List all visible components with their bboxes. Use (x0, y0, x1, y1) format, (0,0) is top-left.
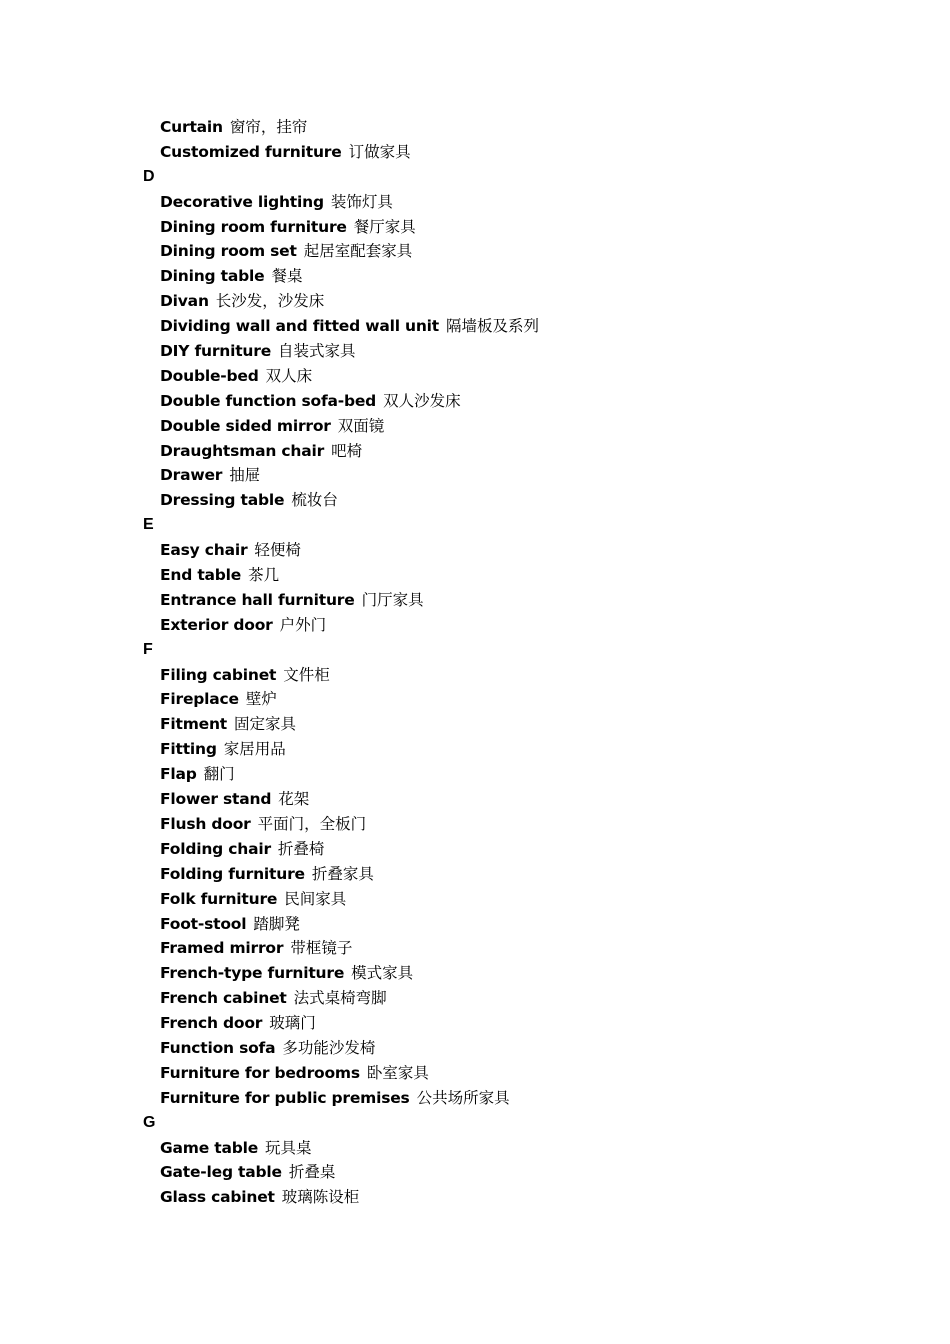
entry-term: Dividing wall and fitted wall unit (160, 317, 439, 336)
entry-term: Folding chair (160, 839, 271, 858)
glossary-entry (0, 812, 950, 837)
entry-translation: 玻璃门 (269, 1014, 316, 1033)
entry-term: Double function sofa-bed (160, 391, 377, 410)
entry-translation: 折叠桌 (288, 1163, 336, 1182)
entry-term: Fitting (160, 740, 217, 759)
entry-translation: 折叠家具 (311, 864, 374, 883)
glossary-entry (0, 264, 950, 289)
entry-translation: 梳妆台 (291, 491, 338, 510)
entry-term: Foot-stool (160, 914, 247, 933)
entry-term: Dining room set (160, 242, 297, 261)
glossary-entry (0, 414, 950, 439)
entry-term: Filing cabinet (160, 665, 277, 684)
entry-translation: 餐桌 (271, 267, 303, 286)
glossary-entry (0, 115, 950, 140)
glossary-entry (0, 712, 950, 737)
section-letter: G (143, 1113, 156, 1131)
entry-term: Folk furniture (160, 889, 278, 908)
glossary-entry (0, 239, 950, 264)
entry-translation: 花架 (278, 790, 310, 809)
glossary-entry (0, 936, 950, 961)
glossary-entry (0, 1061, 950, 1086)
entry-term: Flower stand (160, 790, 272, 809)
entry-translation: 订做家具 (348, 142, 411, 161)
entry-term: Double-bed (160, 366, 259, 385)
entry-term: Exterior door (160, 615, 273, 634)
glossary-entry (0, 961, 950, 986)
glossary-entry (0, 787, 950, 812)
entry-translation: 文件柜 (283, 665, 330, 684)
entry-translation: 折叠椅 (277, 839, 325, 858)
entry-translation: 家居用品 (223, 740, 286, 759)
entry-translation: 装饰灯具 (330, 192, 393, 211)
entry-translation: 卧室家具 (366, 1063, 429, 1082)
entry-term: Furniture for public premises (160, 1088, 410, 1107)
glossary-entry (0, 663, 950, 688)
entry-translation: 门厅家具 (361, 590, 424, 609)
entry-term: Dressing table (160, 491, 285, 510)
entry-term: End table (160, 566, 242, 585)
glossary-entry (0, 862, 950, 887)
entry-term: Draughtsman chair (160, 441, 325, 460)
entry-translation: 固定家具 (234, 715, 297, 734)
entry-translation: 模式家具 (351, 964, 414, 983)
entry-term: Entrance hall furniture (160, 590, 355, 609)
entry-term: French-type furniture (160, 964, 345, 983)
glossary-page (0, 115, 950, 1210)
glossary-entry (0, 538, 950, 563)
entry-translation: 踏脚凳 (253, 914, 300, 933)
entry-translation: 法式桌椅弯脚 (293, 989, 387, 1008)
glossary-entry (0, 1011, 950, 1036)
entry-translation: 抽屉 (229, 466, 261, 485)
glossary-entry (0, 140, 950, 165)
entry-term: Furniture for bedrooms (160, 1063, 360, 1082)
entry-term: Fitment (160, 715, 228, 734)
entry-translation: 窗帘，挂帘 (229, 118, 308, 136)
entry-term: Fireplace (160, 690, 239, 709)
entry-translation: 户外门 (279, 615, 327, 634)
entry-translation: 隔墙板及系列 (446, 317, 540, 336)
entry-translation: 壁炉 (245, 690, 277, 709)
glossary-entry (0, 314, 950, 339)
entry-translation: 自装式家具 (278, 342, 356, 361)
glossary-entry (0, 463, 950, 488)
entry-translation: 公共场所家具 (416, 1088, 510, 1107)
entry-translation: 双人沙发床 (383, 391, 461, 410)
entry-translation: 茶几 (248, 566, 280, 585)
glossary-entry (0, 563, 950, 588)
entry-term: Easy chair (160, 541, 248, 560)
entry-term: Folding furniture (160, 864, 305, 883)
glossary-entry (0, 613, 950, 638)
entry-term: Curtain (160, 118, 223, 136)
entry-term: Divan (160, 292, 209, 311)
entry-translation: 双面镜 (337, 416, 385, 435)
glossary-entry (0, 762, 950, 787)
entry-translation: 多功能沙发椅 (282, 1038, 376, 1057)
glossary-entry (0, 1185, 950, 1210)
entry-term: Glass cabinet (160, 1188, 275, 1207)
entry-translation: 轻便椅 (254, 541, 301, 560)
entry-term: Customized furniture (160, 142, 342, 161)
glossary-entry (0, 215, 950, 240)
glossary-entry (0, 737, 950, 762)
entry-term: Dining room furniture (160, 217, 347, 236)
entry-translation: 吧椅 (331, 441, 363, 460)
entry-term: Function sofa (160, 1038, 276, 1057)
entry-translation: 长沙发，沙发床 (215, 292, 325, 311)
entry-term: Flush door (160, 814, 251, 833)
entry-translation: 起居室配套家具 (303, 242, 413, 261)
entry-translation: 带框镜子 (290, 939, 353, 958)
entry-term: Drawer (160, 466, 223, 485)
glossary-entry (0, 837, 950, 862)
entry-translation: 玻璃陈设柜 (281, 1188, 360, 1207)
entry-translation: 翻门 (203, 765, 235, 784)
entry-term: Flap (160, 765, 197, 784)
entry-translation: 民间家具 (284, 889, 347, 908)
glossary-entry (0, 1136, 950, 1161)
entry-translation: 玩具桌 (265, 1138, 312, 1157)
glossary-entry (0, 887, 950, 912)
entry-term: Framed mirror (160, 939, 284, 958)
entry-term: Double sided mirror (160, 416, 331, 435)
entry-term: DIY furniture (160, 342, 272, 361)
glossary-entry (0, 488, 950, 513)
glossary-entry (0, 339, 950, 364)
glossary-entry (0, 439, 950, 464)
glossary-entry (0, 687, 950, 712)
glossary-entry (0, 389, 950, 414)
entry-term: Game table (160, 1138, 259, 1157)
section-letter: E (143, 516, 154, 534)
glossary-entry (0, 364, 950, 389)
entry-translation: 平面门，全板门 (257, 814, 367, 833)
entry-term: French cabinet (160, 989, 287, 1008)
entry-term: Dining table (160, 267, 265, 286)
glossary-entry (0, 289, 950, 314)
entry-translation: 餐厅家具 (353, 217, 416, 236)
glossary-entry (0, 912, 950, 937)
glossary-entry (0, 190, 950, 215)
glossary-entry (0, 1160, 950, 1185)
glossary-entry (0, 588, 950, 613)
glossary-entry (0, 1086, 950, 1111)
entry-term: Gate-leg table (160, 1163, 282, 1182)
section-letter: F (143, 640, 153, 658)
entry-translation: 双人床 (265, 366, 313, 385)
entry-term: French door (160, 1014, 263, 1033)
entry-term: Decorative lighting (160, 192, 324, 211)
section-letter: D (143, 167, 155, 185)
glossary-entry (0, 1036, 950, 1061)
glossary-entry (0, 986, 950, 1011)
